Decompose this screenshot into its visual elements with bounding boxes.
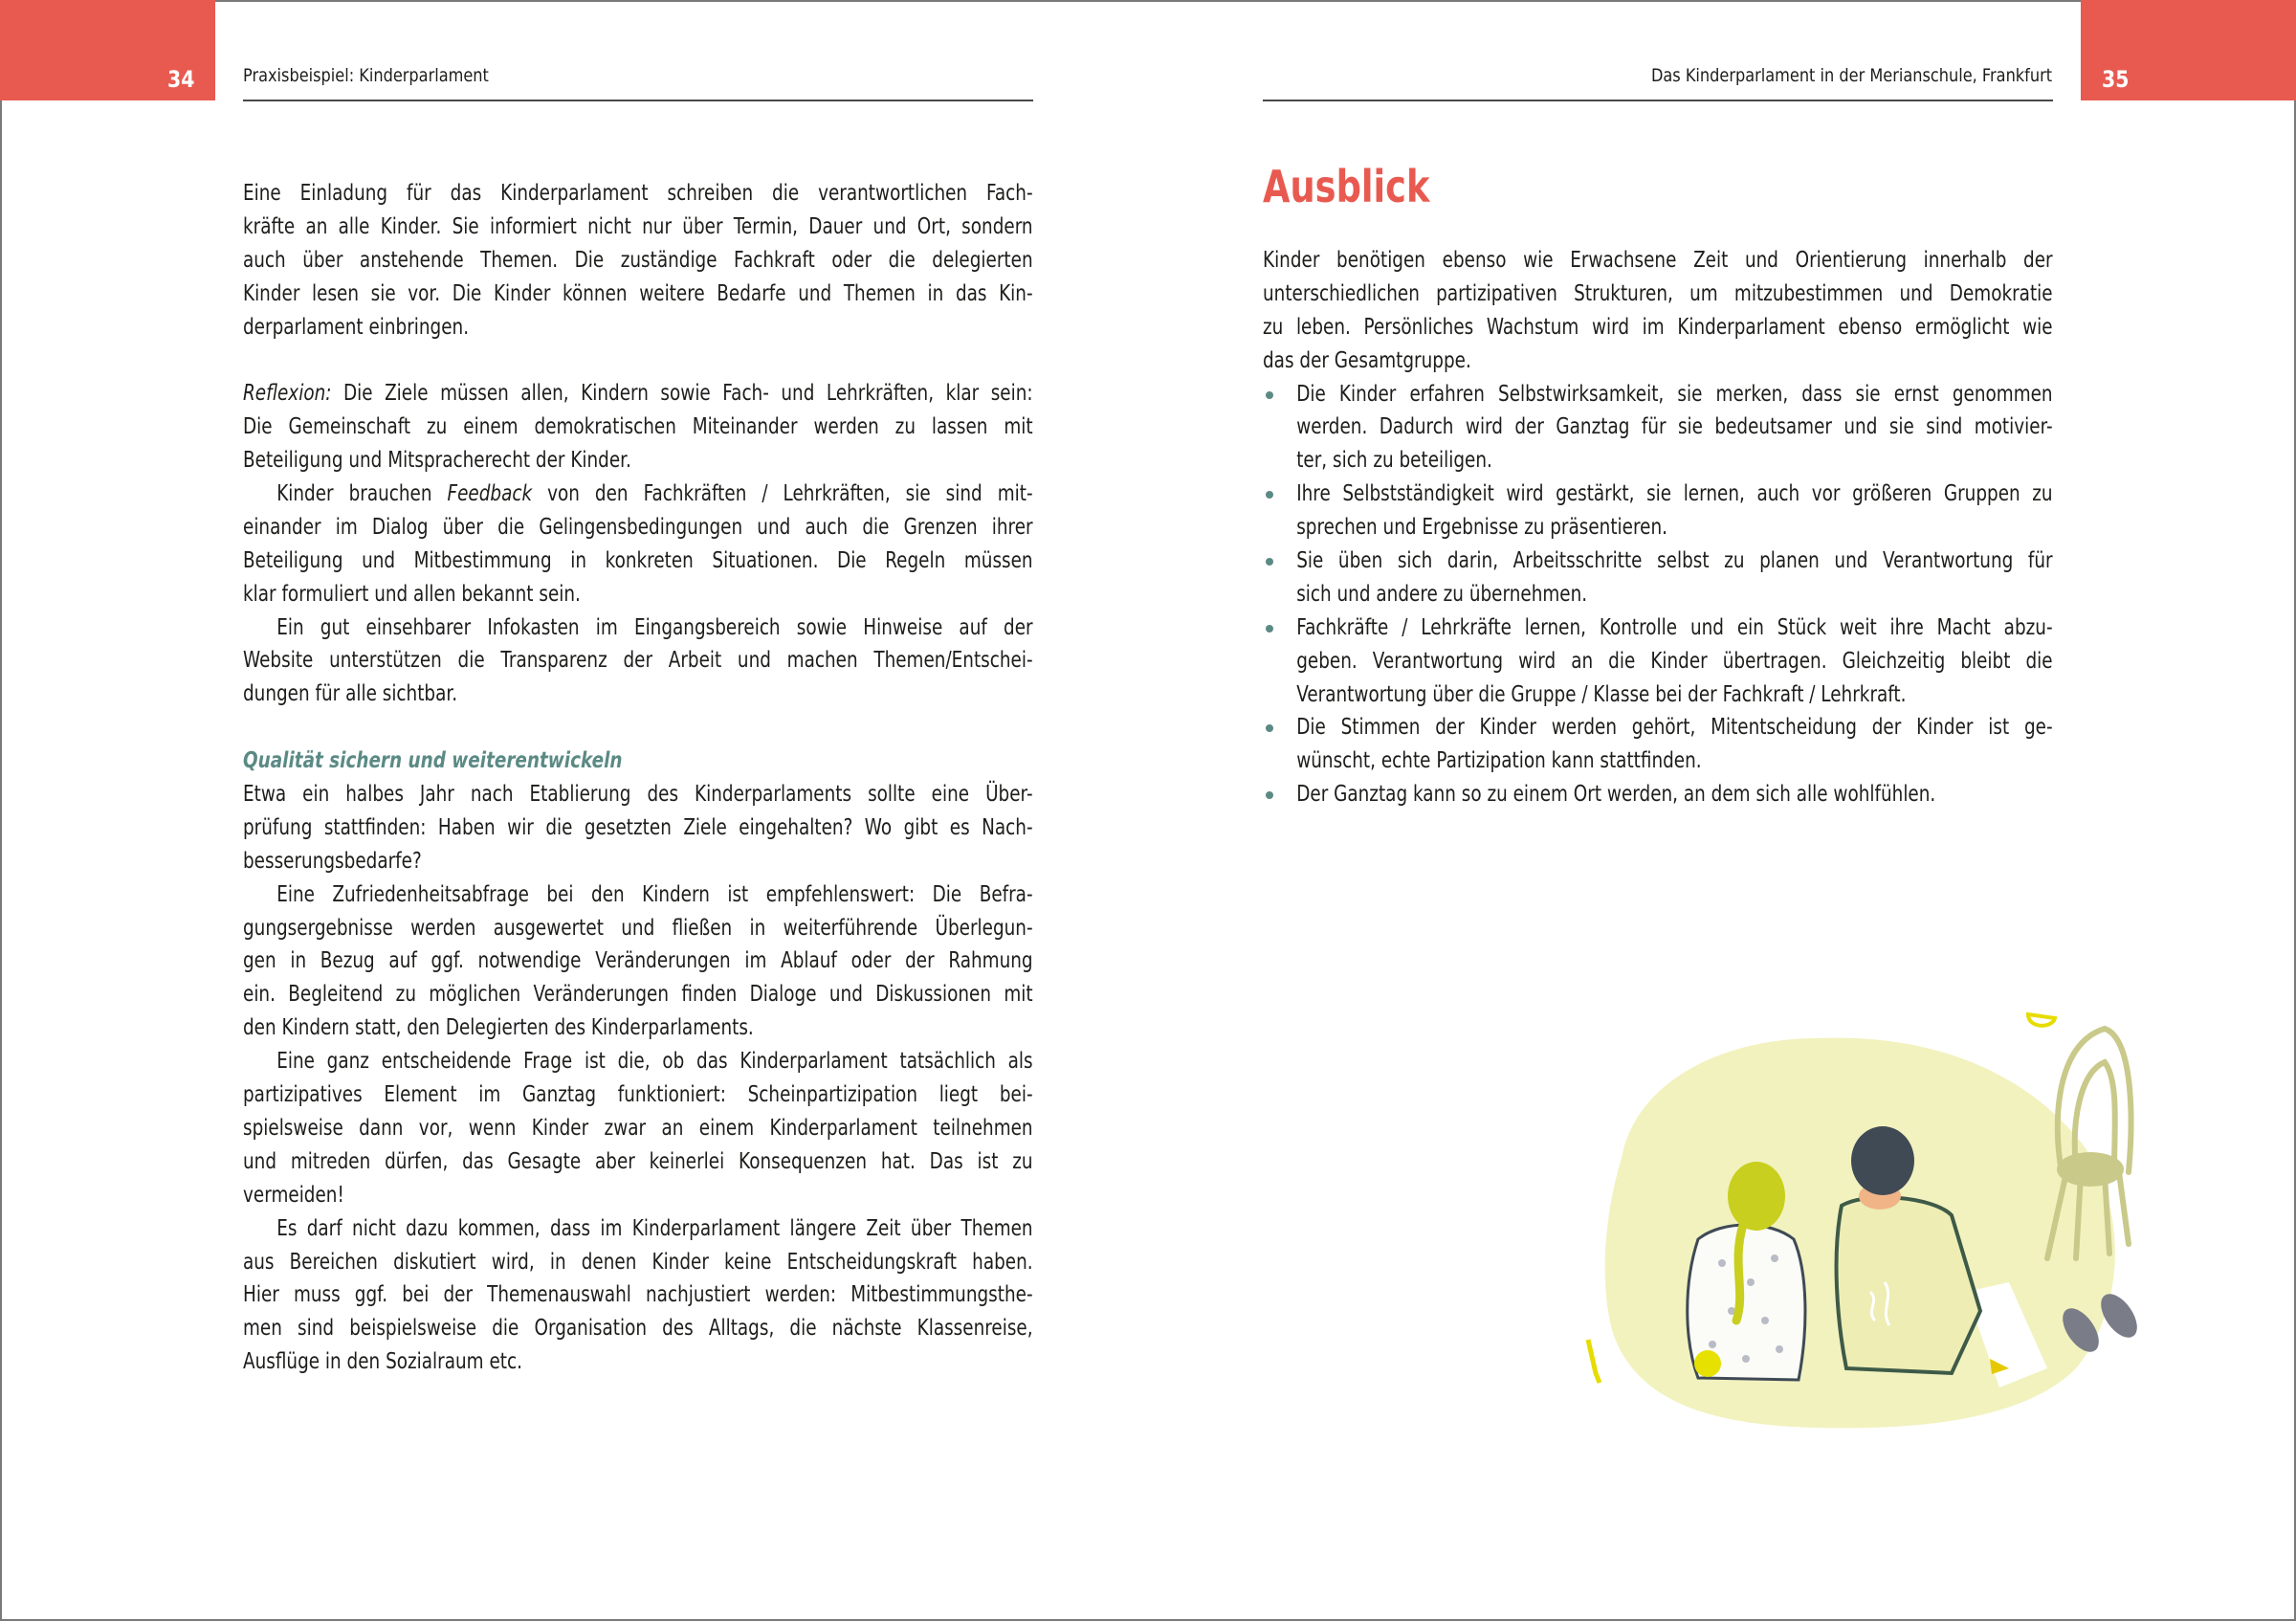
line-text	[243, 644, 1033, 677]
section-title-ausblick: Ausblick	[1263, 161, 1430, 212]
blank-line	[243, 711, 1033, 744]
text-line	[243, 1345, 1033, 1379]
text-segment: wünscht, echte Partizipation kann stattfinden.	[1296, 748, 1702, 774]
text-line	[243, 1278, 1033, 1312]
text-segment: gungsergebnisse werden ausgewertet und fließen in weiterführende Überlegun-	[243, 915, 1033, 941]
text-line	[243, 978, 1033, 1011]
text-segment: unterschiedlichen partizipativen Strukturen, um mitzubestimmen und Demokratie	[1263, 280, 2053, 306]
running-head-left: Praxisbeispiel: Kinderparlament	[243, 65, 489, 86]
bullet-item-line	[1263, 544, 2053, 578]
text-line	[243, 444, 1033, 477]
line-text	[1263, 278, 2053, 311]
text-segment: men sind beispielsweise die Organisation des Alltags, die nächste Klassenreise,	[243, 1316, 1033, 1342]
line-text	[243, 1045, 1033, 1078]
text-segment: Kinder brauchen	[276, 481, 448, 507]
text-segment: Beteiligung und Mitspracherecht der Kinder.	[243, 448, 631, 474]
text-line	[243, 644, 1033, 677]
text-segment: den Kindern statt, den Delegierten des Kinderparlaments.	[243, 1015, 754, 1041]
text-segment: Die Kinder erfahren Selbstwirksamkeit, sie merken, dass sie ernst genommen	[1296, 381, 2053, 407]
yellow-mark-icon	[2028, 1014, 2055, 1026]
blank-line	[243, 344, 1033, 377]
text-line	[243, 1011, 1033, 1045]
text-line	[243, 1212, 1033, 1246]
text-segment: klar formuliert und allen bekannt sein.	[243, 581, 581, 607]
text-segment: derparlament einbringen.	[243, 314, 470, 340]
text-segment: Fachkräfte / Lehrkräfte lernen, Kontrolle und ein Stück weit ihre Macht abzu-	[1296, 614, 2053, 640]
text-line	[243, 878, 1033, 912]
text-segment: Die Gemeinschaft zu einem demokratischen Miteinander werden zu lassen mit	[243, 414, 1033, 440]
text-line	[243, 1312, 1033, 1345]
line-text	[243, 878, 1033, 912]
text-line	[1263, 678, 2053, 712]
line-text	[243, 912, 1033, 945]
text-segment: besserungsbedarfe?	[243, 848, 422, 874]
page-number-left: 34	[166, 66, 194, 93]
text-segment: sprechen und Ergebnisse zu präsentieren.	[1296, 515, 1667, 541]
text-line	[1263, 444, 2053, 477]
text-segment: werden. Dadurch wird der Ganztag für sie bedeutsamer und sie sind motivier-	[1296, 414, 2053, 440]
text-line	[243, 1145, 1033, 1179]
line-text	[1263, 578, 2053, 611]
line-text	[1263, 544, 2053, 578]
text-segment: Ein gut einsehbarer Infokasten im Eingangsbereich sowie Hinweise auf der	[276, 614, 1033, 640]
text-line	[243, 1179, 1033, 1212]
text-segment: Die Stimmen der Kinder werden gehört, Mitentscheidung der Kinder ist ge-	[1296, 715, 2053, 741]
text-segment: Kinder benötigen ebenso wie Erwachsene Zeit und Orientierung innerhalb der	[1263, 248, 2053, 273]
text-segment: aus Bereichen diskutiert wird, in denen Kinder keine Entscheidungskraft haben.	[243, 1249, 1033, 1275]
text-segment: partizipatives Element im Ganztag funktioniert: Scheinpartizipation liegt bei-	[243, 1082, 1033, 1108]
line-text	[243, 1145, 1033, 1179]
line-text	[243, 1011, 1033, 1045]
line-text	[1263, 778, 2053, 811]
line-text	[1263, 744, 2053, 778]
line-text	[243, 511, 1033, 544]
header-rule-right	[1263, 100, 2053, 101]
header-rule-left	[243, 100, 1033, 101]
line-text	[243, 544, 1033, 578]
text-line	[243, 311, 1033, 344]
text-line	[243, 677, 1033, 711]
text-segment: Website unterstützen die Transparenz der Arbeit und machen Themen/Entschei-	[243, 648, 1033, 674]
line-text	[1263, 511, 2053, 544]
text-segment: spielsweise dann vor, wenn Kinder zwar an einem Kinderparlament teilnehmen	[243, 1115, 1033, 1141]
line-text	[243, 444, 1033, 477]
line-text	[1263, 711, 2053, 744]
text-segment: dungen für alle sichtbar.	[243, 681, 458, 707]
line-text	[243, 944, 1033, 978]
text-line	[243, 611, 1033, 645]
line-text	[243, 778, 1033, 811]
text-line	[243, 811, 1033, 845]
right-page-body	[1263, 244, 2053, 811]
text-segment: Ihre Selbstständigkeit wird gestärkt, sie lernen, auch vor größeren Gruppen zu	[1296, 481, 2053, 507]
line-text	[1263, 311, 2053, 344]
text-line	[243, 477, 1033, 511]
text-segment: sich und andere zu übernehmen.	[1296, 581, 1588, 607]
line-text	[243, 311, 1033, 344]
text-segment: Ausflüge in den Sozialraum etc.	[243, 1349, 522, 1375]
text-line	[1263, 511, 2053, 544]
text-line	[243, 778, 1033, 811]
text-line	[243, 944, 1033, 978]
line-text	[243, 244, 1033, 278]
text-segment: von den Fachkräften / Lehrkräften, sie sind mit-	[532, 481, 1033, 507]
line-text	[1263, 678, 2053, 712]
line-text	[243, 978, 1033, 1011]
text-segment: Beteiligung und Mitbestimmung in konkreten Situationen. Die Regeln müssen	[243, 547, 1033, 573]
text-line	[1263, 344, 2053, 378]
text-segment: das der Gesamtgruppe.	[1263, 347, 1471, 373]
page-number-tab-left	[0, 0, 215, 100]
bullet-item-line	[1263, 378, 2053, 411]
line-text	[1263, 645, 2053, 678]
line-text	[243, 1212, 1033, 1246]
text-segment: Der Ganztag kann so zu einem Ort werden, an dem sich alle wohlfühlen.	[1296, 782, 1936, 808]
line-text	[243, 711, 1033, 744]
line-text	[243, 1246, 1033, 1279]
text-segment: Eine Zufriedenheitsabfrage bei den Kindern ist empfehlenswert: Die Befra-	[276, 881, 1033, 907]
text-segment: und mitreden dürfen, das Gesagte aber keinerlei Konsequenzen hat. Das ist zu	[243, 1148, 1033, 1174]
text-segment: Sie üben sich darin, Arbeitsschritte selbst zu planen und Verantwortung für	[1296, 548, 2053, 574]
text-segment: Qualität sichern und weiterentwickeln	[243, 748, 623, 774]
text-segment: vermeiden!	[243, 1182, 344, 1208]
text-segment: ter, sich zu beteiligen.	[1296, 448, 1492, 474]
text-segment: Etwa ein halbes Jahr nach Etablierung des Kinderparlaments sollte eine Über-	[243, 782, 1033, 808]
line-text	[243, 1345, 1033, 1379]
text-line	[1263, 578, 2053, 611]
text-segment: zu leben. Persönliches Wachstum wird im Kinderparlament ebenso ermöglicht wie	[1263, 314, 2053, 340]
italic-text: Feedback	[447, 481, 533, 507]
page-number-right: 35	[2102, 66, 2130, 93]
line-text	[243, 1179, 1033, 1212]
line-text	[1263, 244, 2053, 278]
text-line	[1263, 744, 2053, 778]
text-line	[243, 1045, 1033, 1078]
text-line	[243, 377, 1033, 411]
text-line	[243, 544, 1033, 578]
text-segment: Kinder lesen sie vor. Die Kinder können weitere Bedarfe und Themen in das Kin-	[243, 280, 1033, 306]
text-line	[1263, 311, 2053, 344]
text-segment: auch über anstehende Themen. Die zuständige Fachkraft oder die delegierten	[243, 247, 1033, 273]
italic-text: Reflexion:	[243, 381, 332, 407]
line-text	[1263, 344, 2053, 378]
line-text	[243, 1078, 1033, 1112]
text-segment: ein. Begleitend zu möglichen Veränderungen finden Dialoge und Diskussionen mit	[243, 982, 1033, 1008]
text-line	[243, 211, 1033, 244]
page-number-tab-right	[2081, 0, 2296, 100]
text-line	[243, 578, 1033, 611]
text-segment: Hier muss ggf. bei der Themenauswahl nachjustiert werden: Mitbestimmungsthe-	[243, 1282, 1033, 1308]
text-line	[1263, 411, 2053, 444]
text-line	[243, 244, 1033, 278]
line-text	[243, 744, 1033, 778]
line-text	[243, 1312, 1033, 1345]
line-text	[243, 677, 1033, 711]
text-line	[1263, 645, 2053, 678]
line-text	[1263, 444, 2053, 477]
text-line	[243, 912, 1033, 945]
line-text	[1263, 378, 2053, 411]
text-line	[1263, 278, 2053, 311]
line-text	[243, 278, 1033, 311]
text-segment: Es darf nicht dazu kommen, dass im Kinderparlament längere Zeit über Themen	[276, 1215, 1033, 1241]
line-text	[243, 344, 1033, 377]
text-segment: Eine Einladung für das Kinderparlament schreiben die verantwortlichen Fach-	[243, 181, 1033, 206]
text-line	[243, 1246, 1033, 1279]
bullet-item-line	[1263, 778, 2053, 811]
line-text	[243, 845, 1033, 878]
text-line	[243, 278, 1033, 311]
text-segment: kräfte an alle Kinder. Sie informiert nicht nur über Termin, Dauer und Ort, sondern	[243, 213, 1033, 239]
line-text	[1263, 411, 2053, 444]
line-text	[1263, 477, 2053, 511]
children-illustration	[1531, 1005, 2181, 1445]
line-text	[243, 811, 1033, 845]
text-segment: einander im Dialog über die Gelingensbedingungen und auch die Grenzen ihrer	[243, 514, 1033, 540]
text-line	[243, 1112, 1033, 1145]
line-text	[243, 1112, 1033, 1145]
line-text	[243, 377, 1033, 411]
text-line	[243, 511, 1033, 544]
line-text	[243, 211, 1033, 244]
bullet-item-line	[1263, 477, 2053, 511]
subheading	[243, 744, 1033, 778]
text-segment: Eine ganz entscheidende Frage ist die, ob das Kinderparlament tatsächlich als	[276, 1049, 1033, 1075]
text-line	[1263, 244, 2053, 278]
line-text	[1263, 611, 2053, 645]
bullet-item-line	[1263, 611, 2053, 645]
text-line	[243, 845, 1033, 878]
line-text	[243, 578, 1033, 611]
line-text	[243, 411, 1033, 444]
line-text	[243, 177, 1033, 211]
text-line	[243, 411, 1033, 444]
text-segment: Die Ziele müssen allen, Kindern sowie Fach- und Lehrkräften, klar sein:	[331, 381, 1033, 407]
yellow-stroke-icon	[1588, 1340, 1600, 1383]
text-line	[243, 177, 1033, 211]
bullet-item-line	[1263, 711, 2053, 744]
running-head-right: Das Kinderparlament in der Merianschule, Frankfurt	[1650, 65, 2052, 86]
text-segment: geben. Verantwortung wird an die Kinder übertragen. Gleichzeitig bleibt die	[1296, 648, 2053, 674]
line-text	[243, 477, 1033, 511]
text-segment: prüfung stattfinden: Haben wir die gesetzten Ziele eingehalten? Wo gibt es Nach-	[243, 814, 1033, 840]
text-line	[243, 1078, 1033, 1112]
line-text	[243, 611, 1033, 645]
text-segment: Verantwortung über die Gruppe / Klasse bei der Fachkraft / Lehrkraft.	[1296, 681, 1907, 707]
left-page-body	[243, 177, 1033, 1379]
text-segment: gen in Bezug auf ggf. notwendige Veränderungen im Ablauf oder der Rahmung	[243, 948, 1033, 974]
line-text	[243, 1278, 1033, 1312]
